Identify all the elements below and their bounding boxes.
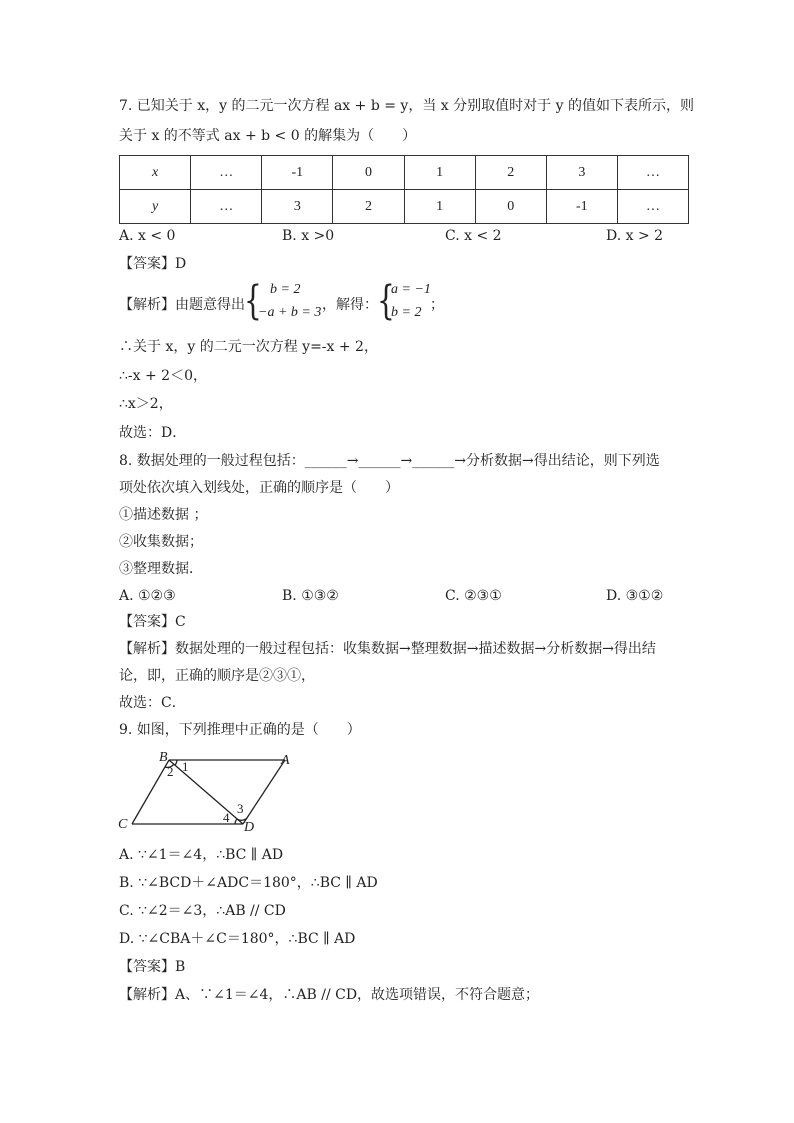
q8-conclusion: 故选：C． — [119, 695, 186, 711]
q7-value-table — [119, 155, 689, 224]
label-angle-4: 4 — [223, 810, 230, 825]
table-cell: 1 — [404, 156, 475, 190]
q7-solve-word: ，解得： — [322, 297, 378, 313]
q9-stem: 9. 如图，下列推理中正确的是（ ） — [119, 722, 361, 738]
q7-semicolon: ； — [430, 297, 444, 313]
angle-arc-1 — [175, 760, 177, 765]
table-cell: … — [617, 156, 688, 190]
table-cell: 3 — [546, 156, 617, 190]
q7-step1: ∴关于 x，y 的二元一次方程 y=-x + 2， — [119, 339, 378, 355]
table-cell: … — [617, 190, 688, 224]
q9-analysis-line1: 【解析】A、∵∠1＝∠4，∴AB // CD，故选项错误，不符合题意； — [119, 987, 540, 1003]
q8-stem-line2: 项处依次填入划线处，正确的顺序是（ ） — [119, 480, 399, 496]
q7-stem-line1: 7. 已知关于 x，y 的二元一次方程 ax + b = y，当 x 分别取值时对于 y 的值如下表所示，则 — [119, 98, 694, 114]
q7-option-b: B. x >0 — [282, 228, 335, 244]
q7-option-d: D. x > 2 — [606, 228, 664, 244]
table-cell: 2 — [475, 156, 546, 190]
q8-option-d: D. ③①② — [606, 588, 664, 604]
q9-answer: 【答案】B — [119, 959, 186, 975]
table-cell: -1 — [546, 190, 617, 224]
label-angle-2: 2 — [167, 764, 174, 779]
label-b: B — [159, 750, 168, 765]
segment-bd — [169, 760, 243, 824]
table-cell: -1 — [262, 156, 333, 190]
q8-stem-line1: 8. 数据处理的一般过程包括：______→______→______→分析数据→得出结论，则下列选 — [119, 453, 660, 469]
q7-analysis-prefix: 【解析】由题意得出 — [119, 297, 245, 313]
table-row-x — [120, 156, 689, 190]
segment-bc — [132, 760, 169, 824]
q9-option-a: A. ∵∠1＝∠4，∴BC ∥ AD — [119, 847, 284, 863]
q8-item1: ①描述数据 ； — [119, 507, 208, 523]
q9-option-c: C. ∵∠2＝∠3，∴AB // CD — [119, 903, 286, 919]
q8-option-c: C. ②③① — [445, 588, 502, 604]
label-c: C — [118, 817, 128, 832]
q9-option-d: D. ∵∠CBA＋∠C＝180°，∴BC ∥ AD — [119, 931, 356, 947]
q7-stem-line2: 关于 x 的不等式 ax + b < 0 的解集为（ ） — [119, 128, 417, 144]
table-cell: 3 — [262, 190, 333, 224]
table-cell: 1 — [404, 190, 475, 224]
table-cell: … — [191, 190, 262, 224]
q8-option-a: A. ①②③ — [119, 588, 176, 604]
table-cell: … — [191, 156, 262, 190]
table-cell: x — [120, 156, 191, 190]
q7-system2-eq1: a = −1 — [391, 282, 431, 297]
q7-system1-eq2: −a + b = 3 — [258, 305, 322, 320]
table-row-y — [120, 190, 689, 224]
label-angle-1: 1 — [182, 759, 189, 774]
brace-symbol: { — [377, 278, 395, 324]
label-angle-3: 3 — [237, 801, 244, 816]
label-a: A — [281, 753, 290, 768]
angle-arc-4 — [235, 819, 237, 824]
q9-parallelogram-figure — [115, 745, 305, 840]
q8-analysis-line1: 【解析】数据处理的一般过程包括：收集数据→整理数据→描述数据→分析数据→得出结 — [119, 641, 656, 657]
q7-conclusion: 故选：D． — [119, 425, 187, 441]
q7-system2-eq2: b = 2 — [391, 305, 422, 320]
label-d: D — [244, 820, 255, 835]
q9-option-b: B. ∵∠BCD＋∠ADC＝180°，∴BC ∥ AD — [119, 875, 378, 891]
q7-step2: ∴-x + 2＜0， — [119, 368, 207, 384]
q7-option-c: C. x < 2 — [445, 228, 502, 244]
table-cell: 2 — [333, 190, 404, 224]
table-cell: 0 — [333, 156, 404, 190]
table-cell: 0 — [475, 190, 546, 224]
q7-answer: 【答案】D — [119, 256, 187, 272]
segment-da — [243, 760, 285, 824]
q8-item2: ②收集数据； — [119, 534, 203, 550]
q7-step3: ∴x＞2， — [119, 396, 173, 412]
brace-symbol: { — [244, 278, 262, 324]
q8-analysis-line2: 论，即，正确的顺序是②③①， — [119, 668, 315, 684]
q7-system1-eq1: b = 2 — [270, 282, 301, 297]
q7-option-a: A. x < 0 — [119, 228, 176, 244]
q8-answer: 【答案】C — [119, 614, 186, 630]
q8-item3: ③整理数据． — [119, 561, 203, 577]
q8-option-b: B. ①③② — [282, 588, 339, 604]
table-cell: y — [120, 190, 191, 224]
